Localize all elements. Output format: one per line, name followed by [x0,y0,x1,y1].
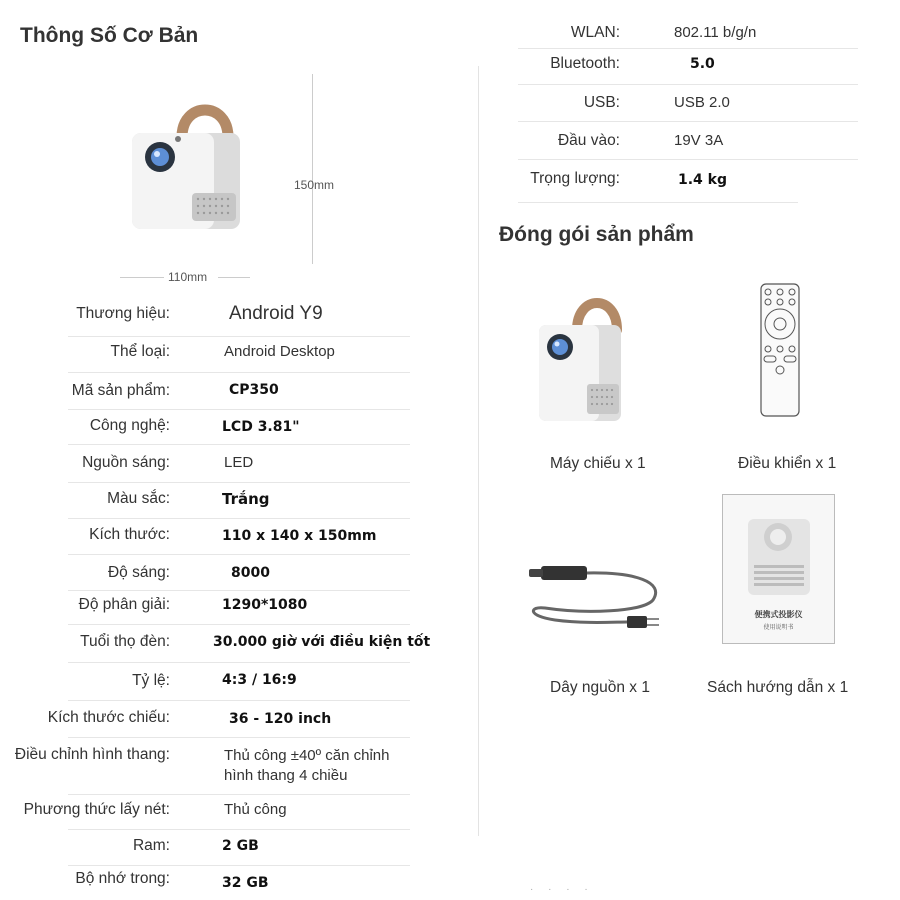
width-dimension-line-right [218,277,250,278]
spec-value: CP350 [229,382,279,398]
spec-label: Mã sản phẩm: [71,382,170,399]
spec-row-ram [0,837,410,873]
spec-value: 110 x 140 x 150mm [222,528,377,544]
package-power-cable-label: Dây nguồn x 1 [550,679,650,696]
spec-value: Android Y9 [229,303,323,324]
spec-value: Thủ công [224,801,287,818]
spec-label: Đầu vào: [557,132,620,149]
package-title: Đóng gói sản phẩm [499,223,694,246]
spec-value: 19V 3A [674,132,724,149]
spec-value: 1.4 kg [678,172,728,188]
spec-value: USB 2.0 [674,94,730,111]
manual-title-text: 便携式投影仪 [754,610,803,619]
spec-value: 2 GB [222,838,259,854]
spec-value-line2: hình thang 4 chiều [224,767,348,784]
row-divider [68,554,410,555]
spec-label: Màu sắc: [107,490,170,507]
spec-label: Thể loại: [110,343,170,360]
row-divider [518,121,858,122]
spec-value: 8000 [231,565,270,581]
height-dimension-label: 150mm [294,178,335,192]
row-divider [68,482,410,483]
spec-row-size [0,526,410,562]
row-divider [68,737,410,738]
spec-label: Trọng lượng: [530,170,620,187]
spec-value: 802.11 b/g/n [674,24,757,41]
row-divider [68,372,410,373]
spec-value: LCD 3.81" [222,419,300,435]
row-divider [68,409,410,410]
row-divider [68,590,410,591]
spec-row-storage [0,870,410,900]
spec-label: Kích thước: [89,526,170,543]
row-divider [68,518,410,519]
spec-value: Trắng [222,490,270,508]
projector-image [120,95,255,235]
spec-row-ratio [0,672,410,708]
spec-value: 4:3 / 16:9 [222,672,297,688]
row-divider [68,624,410,625]
spec-row-color [0,490,410,526]
spec-label: Bộ nhớ trong: [75,870,170,887]
decorative-dots: · · · · [530,884,594,895]
row-divider [68,662,410,663]
spec-label: Công nghệ: [89,417,170,434]
spec-label: WLAN: [570,24,620,41]
spec-row-focus [0,801,410,837]
spec-label: USB: [583,94,620,111]
spec-row-keystone [0,746,410,796]
package-remote-label: Điều khiển x 1 [738,455,837,472]
spec-value: Android Desktop [224,343,335,360]
spec-row-weight [518,170,858,208]
spec-label: Điều chỉnh hình thang: [14,746,170,763]
spec-value: LED [224,454,254,471]
spec-row-resolution [0,596,410,632]
spec-row-model [0,382,410,418]
row-divider [68,700,410,701]
spec-label: Bluetooth: [550,55,620,72]
width-dimension-line-left [120,277,164,278]
spec-label: Kích thước chiếu: [47,709,170,726]
spec-row-usb [518,94,858,132]
row-divider [68,865,410,866]
row-divider [518,48,858,49]
spec-label: Nguồn sáng: [82,454,170,471]
package-projector-image [535,292,625,427]
manual-subtitle-text: 使用说明书 [763,624,794,631]
column-divider [478,66,479,836]
spec-value: 1290*1080 [222,597,308,613]
package-projector-label: Máy chiếu x 1 [550,455,646,472]
spec-label: Tuổi thọ đèn: [80,633,170,650]
package-remote-image [758,282,802,423]
package-manual-label: Sách hướng dẫn x 1 [707,679,849,696]
spec-row-projection-size [0,709,410,745]
package-manual-image [722,494,835,644]
row-divider [68,794,410,795]
spec-value: 36 - 120 inch [229,711,332,727]
spec-row-brand [0,305,410,341]
row-divider [518,202,798,203]
spec-value-line1: Thủ công ±40º căn chỉnh [224,747,390,764]
row-divider [68,336,410,337]
spec-label: Độ sáng: [107,564,170,581]
spec-row-bluetooth [518,55,858,93]
spec-row-technology [0,417,410,453]
spec-row-input [518,132,858,170]
spec-row-light-source [0,454,410,490]
package-power-cable-image [525,560,665,637]
spec-label: Phương thức lấy nét: [23,801,170,818]
spec-label: Thương hiệu: [76,305,170,322]
width-dimension-label: 110mm [168,270,208,284]
spec-label: Ram: [132,837,170,854]
spec-row-category [0,343,410,379]
row-divider [518,84,858,85]
row-divider [68,829,410,830]
spec-row-lamp-life [0,633,431,669]
spec-value: 32 GB [222,875,269,891]
spec-value: 30.000 giờ với điều kiện tốt [213,634,431,650]
spec-value: 5.0 [690,56,715,72]
basic-specs-title: Thông Số Cơ Bản [20,24,199,47]
spec-label: Tỷ lệ: [132,672,170,689]
row-divider [518,159,858,160]
spec-row-brightness [0,564,410,600]
height-dimension-line [312,74,313,264]
spec-label: Độ phân giải: [78,596,170,613]
row-divider [68,444,410,445]
